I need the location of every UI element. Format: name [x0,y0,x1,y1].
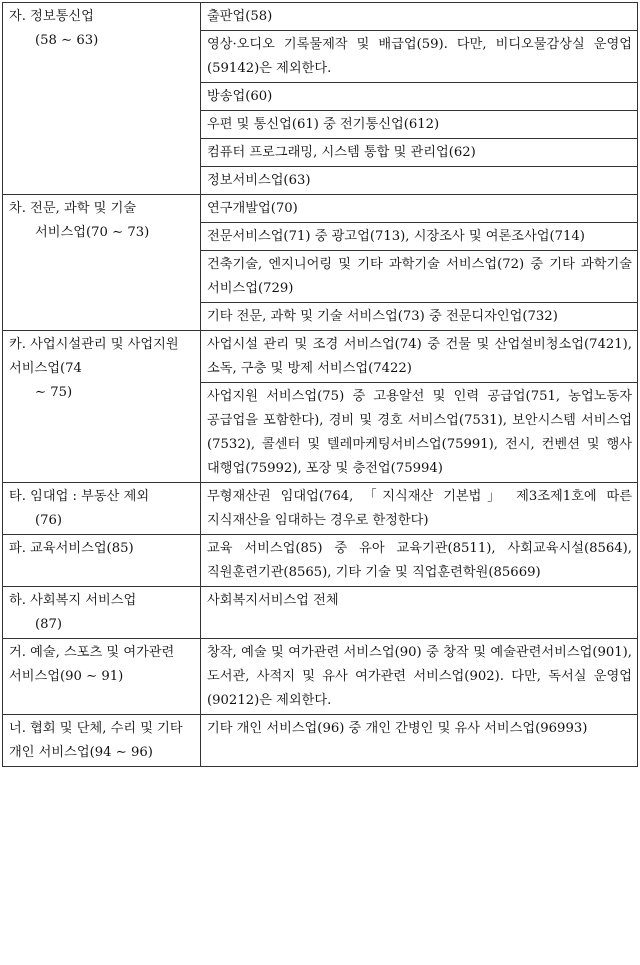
industry-item-cell: 기타 전문, 과학 및 기술 서비스업(73) 중 전문디자인업(732) [201,303,638,331]
category-name: 자. 정보통신업 [9,9,94,24]
industry-item-cell: 교육 서비스업(85) 중 유아 교육기관(8511), 사회교육시설(8564), 직원훈련기관(8565), 기타 기술 및 직업훈련학원(85669) [201,535,638,587]
industry-item-cell: 사업지원 서비스업(75) 중 고용알선 및 인력 공급업(751, 농업노동자 공급업을 포함한다), 경비 및 경호 서비스업(7531), 보안시스템 서비스업(7532), 콜센터 및 텔레마케팅서비스업(75991), 전시, 컨벤션 및 행사 대행업(75992), 포장 및 충전업(75994) [201,383,638,483]
table-row [3,3,638,31]
category-name: 너. 협회 및 단체, 수리 및 기타 개인 서비스업(94 ∼ 96) [9,721,183,760]
category-name: 거. 예술, 스포츠 및 여가관련 서비스업(90 ∼ 91) [9,645,175,684]
industry-item-cell: 사업시설 관리 및 조경 서비스업(74) 중 건물 및 산업설비청소업(7421), 소독, 구충 및 방제 서비스업(7422) [201,331,638,383]
industry-item-cell: 무형재산권 임대업(764, 「지식재산 기본법」 제3조제1호에 따른 지식재산을 임대하는 경우로 한정한다) [201,483,638,535]
industry-item-cell: 컴퓨터 프로그래밍, 시스템 통합 및 관리업(62) [201,139,638,167]
table-row [3,715,638,767]
industry-item-cell: 정보서비스업(63) [201,167,638,195]
table-row [3,195,638,223]
category-cell [3,195,201,331]
industry-item-cell: 방송업(60) [201,83,638,111]
category-code: (87) [35,617,63,632]
table-row [3,639,638,715]
industry-classification-table [2,2,638,767]
table-row [3,535,638,587]
category-name: 타. 임대업 : 부동산 제외 [9,489,150,504]
table-row [3,587,638,639]
industry-item-cell: 전문서비스업(71) 중 광고업(713), 시장조사 및 여론조사업(714) [201,223,638,251]
industry-item-cell: 건축기술, 엔지니어링 및 기타 과학기술 서비스업(72) 중 기타 과학기술 서비스업(729) [201,251,638,303]
category-code: (76) [35,513,63,528]
category-name: 카. 사업시설관리 및 사업지원 서비스업(74 [9,337,179,376]
category-code: 서비스업(70 ∼ 73) [35,225,150,240]
industry-item-cell: 사회복지서비스업 전체 [201,587,638,639]
category-code: (58 ∼ 63) [35,33,99,48]
category-cell [3,483,201,535]
industry-item-cell: 기타 개인 서비스업(96) 중 개인 간병인 및 유사 서비스업(96993) [201,715,638,767]
industry-item-cell: 연구개발업(70) [201,195,638,223]
category-cell [3,535,201,587]
category-cell [3,331,201,483]
industry-item-cell: 우편 및 통신업(61) 중 전기통신업(612) [201,111,638,139]
category-code: ∼ 75) [35,385,73,400]
category-cell [3,639,201,715]
industry-item-cell: 영상·오디오 기록물제작 및 배급업(59). 다만, 비디오물감상실 운영업(59142)은 제외한다. [201,31,638,83]
category-name: 파. 교육서비스업(85) [9,541,134,556]
table-row [3,331,638,383]
category-cell [3,715,201,767]
industry-item-cell: 창작, 예술 및 여가관련 서비스업(90) 중 창작 및 예술관련서비스업(901), 도서관, 사적지 및 유사 여가관련 서비스업(902). 다만, 독서실 운영업(90212)은 제외한다. [201,639,638,715]
category-cell [3,587,201,639]
table-row [3,483,638,535]
table-body [3,3,638,767]
category-cell [3,3,201,195]
category-name: 차. 전문, 과학 및 기술 [9,201,137,216]
industry-item-cell: 출판업(58) [201,3,638,31]
category-name: 하. 사회복지 서비스업 [9,593,137,608]
